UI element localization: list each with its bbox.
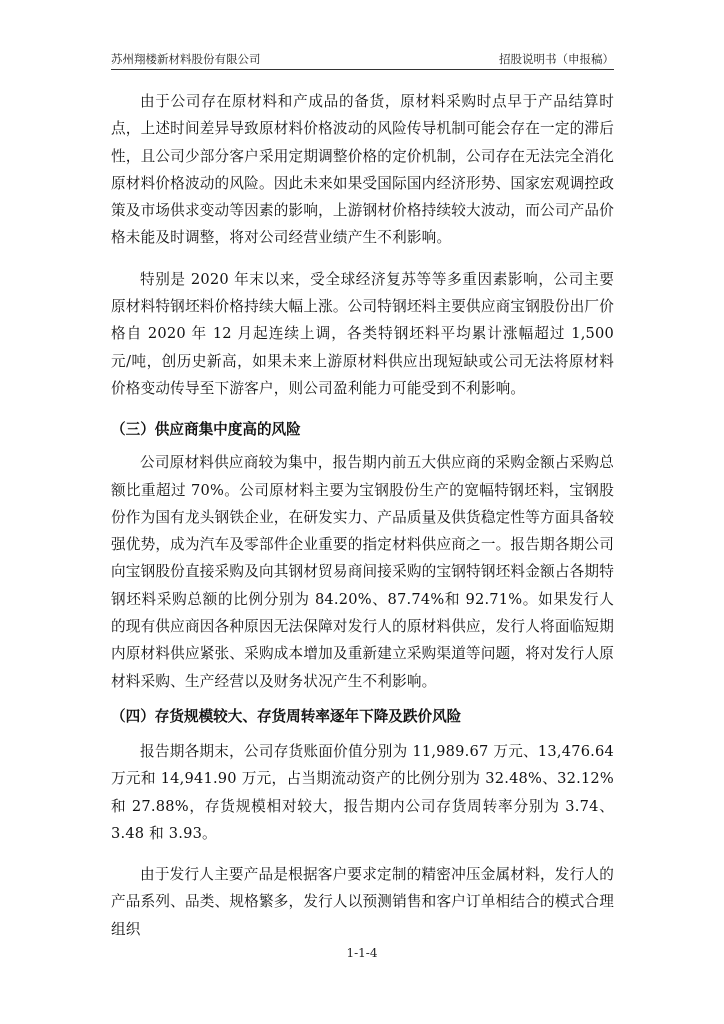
paragraph-raw-material-price-increase: 特别是 2020 年末以来，受全球经济复苏等等多重因素影响，公司主要原材料特钢坯料价格持续大幅上涨。公司特钢坯料主要供应商宝钢股份出厂价格自 2020 年 12 月起连续上调，各类特钢坯料平均累计涨幅超过 1,500 元/吨，创历史新高，如果未来上游原材料供应出现短缺或公司无法将原材料价格变动传导至下游客户，则公司盈利能力可能受到不利影响。	[111, 270, 614, 397]
page-number: 1-1-4	[346, 946, 378, 960]
paragraph-gap	[111, 252, 614, 266]
paragraph-gap	[111, 695, 614, 703]
header-company-name: 苏州翔楼新材料股份有限公司	[111, 52, 261, 66]
section-heading-inventory-risk: （四）存货规模较大、存货周转率逐年下降及跌价风险	[111, 707, 462, 725]
page-body	[111, 88, 614, 943]
header-divider	[111, 69, 614, 70]
paragraph-inventory-values: 报告期各期末，公司存货账面价值分别为 11,989.67 万元、13,476.64 万元和 14,941.90 万元，占当期流动资产的比例分别为 32.48%、32.12%和 27.88%，存货规模相对较大，报告期内公司存货周转率分别为 3.74、3.48 和 3.93。	[111, 742, 614, 842]
paragraph-gap	[111, 730, 614, 738]
paragraph-custom-products: 由于发行人主要产品是根据客户要求定制的精密冲压金属材料，发行人的产品系列、品类、规格繁多，发行人以预测销售和客户订单相结合的模式合理组织	[111, 866, 614, 938]
paragraph-gap	[111, 847, 614, 861]
paragraph-price-transmission-risk: 由于公司存在原材料和产成品的备货，原材料采购时点早于产品结算时点，上述时间差异导致原材料价格波动的风险传导机制可能会存在一定的滞后性，且公司少部分客户采用定期调整价格的定价机制，公司存在无法完全消化原材料价格波动的风险。因此未来如果受国际国内经济形势、国家宏观调控政策及市场供求变动等因素的影响，上游钢材价格持续较大波动，而公司产品价格未能及时调整，将对公司经营业绩产生不利影响。	[111, 93, 614, 247]
page-header	[111, 50, 614, 68]
paragraph-gap	[111, 402, 614, 416]
paragraph-supplier-concentration: 公司原材料供应商较为集中，报告期内前五大供应商的采购金额占采购总额比重超过 70%。公司原材料主要为宝钢股份生产的宽幅特钢坯料，宝钢股份作为国有龙头钢铁企业，在研发实力、产品质量及供货稳定性等方面具备较强优势，成为汽车及零部件企业重要的指定材料供应商之一。报告期各期公司向宝钢股份直接采购及向其钢材贸易商间接采购的宝钢特钢坯料金额占各期特钢坯料采购总额的比例分别为 84.20%、87.74%和 92.71%。如果发行人的现有供应商因各种原因无法保障对发行人的原材料供应，发行人将面临短期内原材料供应紧张、采购成本增加及重新建立采购渠道等问题，将对发行人原材料采购、生产经营以及财务状况产生不利影响。	[111, 454, 614, 690]
section-heading-supplier-concentration: （三）供应商集中度高的风险	[111, 421, 301, 439]
header-document-title: 招股说明书（申报稿）	[499, 52, 614, 66]
